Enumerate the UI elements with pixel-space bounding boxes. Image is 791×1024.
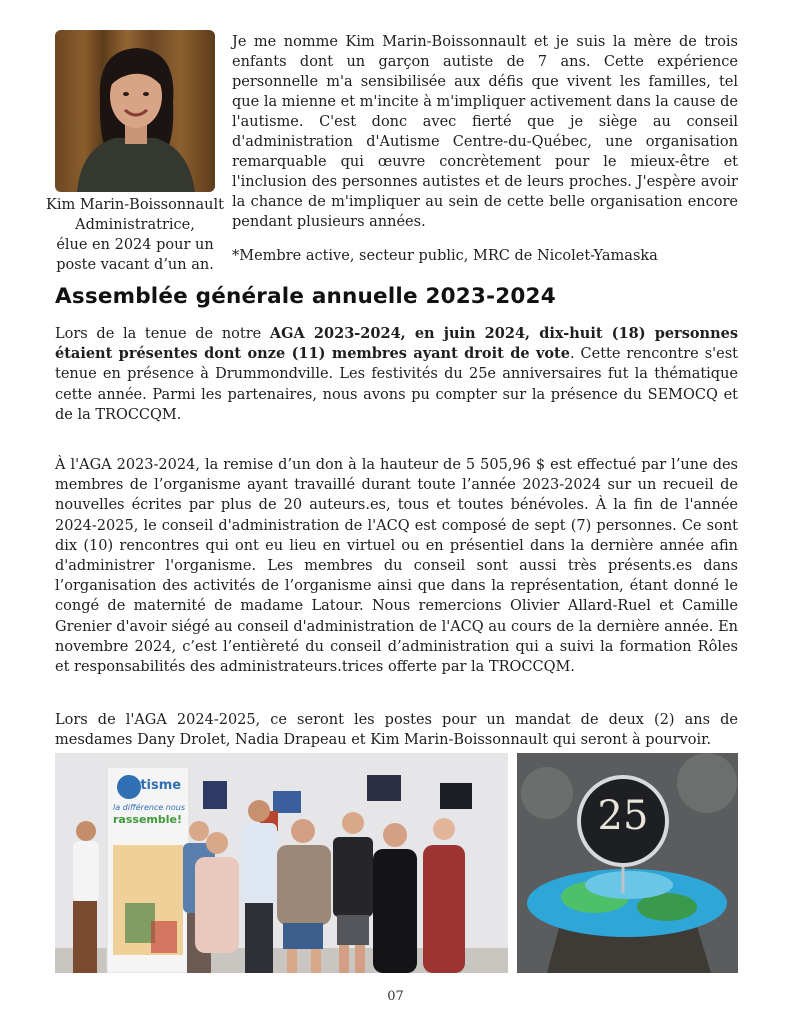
banner-tagline-1: la différence nous — [113, 803, 186, 812]
cake-photo — [517, 753, 738, 973]
para1-rest: . Cette rencontre s'est tenue en présence à Drummondville. Les festivités du 25e anniversaires fut la thématique cette année. Parmi les partenaires, nous avons pu compter sur la présence du SEMOCQ et de la TROCCQM. — [55, 346, 738, 423]
portrait-photo — [55, 30, 215, 192]
agm-paragraph-1 — [55, 324, 738, 425]
para1-lead: Lors de la tenue de notre — [55, 326, 270, 342]
section-title: Assemblée générale annuelle 2023-2024 — [55, 284, 556, 309]
bio-text: Je me nomme Kim Marin-Boissonnault et je suis la mère de trois enfants dont un garçon autiste de 7 ans. Cette expérience personnelle m'a sensibilisée aux défis que vivent les familles, tel que la mienne et m'incite à m'impliquer activement dans la cause de l'autisme. C'est donc avec fierté que je siège au conseil d'administration d'Autisme Centre-du-Québec, une organisation remarquable qui œuvre concrètement pour le mieux-être et l'inclusion des personnes autistes et de leurs proches. J'espère avoir la chance de m'impliquer au sein de cette belle organisation encore pendant plusieurs années. — [232, 34, 738, 230]
page-number: 07 — [387, 989, 404, 1004]
portrait-illustration — [55, 30, 215, 192]
cake-topper-number: 25 — [597, 793, 649, 839]
caption-name: Kim Marin-Boissonnault — [46, 197, 224, 213]
group-photo — [55, 753, 508, 973]
para1-bold: AGA 2023-2024, en juin 2024, dix-huit (18) personnes étaient présentes dont onze (11) membres ayant droit de vote — [55, 325, 739, 363]
banner-logo-text: Autisme — [121, 778, 182, 793]
cake-photo-illustration — [517, 753, 738, 973]
caption-role: Administratrice, — [75, 217, 195, 233]
banner-tagline-2: rassemble! — [113, 813, 182, 826]
member-note: *Membre active, secteur public, MRC de Nicolet-Yamaska — [232, 248, 658, 264]
caption-elected: élue en 2024 pour un poste vacant d’un an. — [56, 237, 214, 273]
agm-paragraph-3: Lors de l'AGA 2024-2025, ce seront les postes pour un mandat de deux (2) ans de mesdames Dany Drolet, Nadia Drapeau et Kim Marin-Boissonnault qui seront à pourvoir. — [55, 712, 738, 749]
agm-paragraph-2: À l'AGA 2023-2024, la remise d’un don à la hauteur de 5 505,96 $ est effectué par l’une des membres de l’organisme ayant travaillé durant toute l’année 2023-2024 sur un recueil de nouvelles écrites par plus de 20 auteurs.es, tous et toutes bénévoles. À la fin de l'année 2024-2025, le conseil d'administration de l'ACQ est composé de sept (7) personnes. Ce sont dix (10) rencontres qui ont eu lieu en virtuel ou en présentiel dans la dernière année afin d'administrer l'organisme. Les membres du conseil sont aussi très présents.es dans l’organisation des activités de l’organisme ainsi que dans la représentation, étant donné le congé de maternité de madame Latour. Nous remercions Olivier Allard-Ruel et Camille Grenier d'avoir siégé au conseil d'administration de l'ACQ au cours de la dernière année. En novembre 2024, c’est l’entièreté du conseil d’administration qui a suivi la formation Rôles et responsabilités des administrateurs.trices offerte par la TROCCQM. — [55, 457, 738, 676]
portrait-caption — [40, 195, 230, 275]
